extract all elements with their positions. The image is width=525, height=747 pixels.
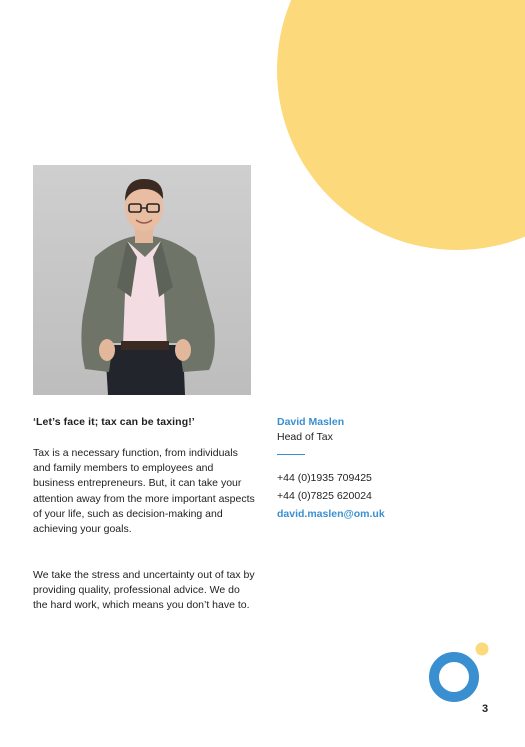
- contact-role: Head of Tax: [277, 431, 333, 443]
- contact-phone-1: +44 (0)1935 709425: [277, 472, 372, 484]
- contact-email-link[interactable]: david.maslen@om.uk: [277, 508, 385, 520]
- contact-name: David Maslen: [277, 416, 345, 428]
- decorative-yellow-circle: [277, 0, 525, 250]
- page-number: 3: [482, 703, 489, 715]
- quote-heading: ‘Let’s face it; tax can be taxing!’: [33, 416, 195, 428]
- portrait-photo: [33, 165, 251, 395]
- brand-logo-icon: [428, 641, 490, 703]
- body-paragraph-1: Tax is a necessary function, from individuals and family members to employees and business entrepreneurs. But, it can take your attention away from the more important aspects of your life, such as decision-making and achieving your goals.: [33, 447, 255, 536]
- contact-divider: [277, 454, 305, 455]
- contact-phone-2: +44 (0)7825 620024: [277, 490, 372, 502]
- body-paragraph-2: We take the stress and uncertainty out of tax by providing quality, professional advice. We do the hard work, which means you don’t have to.: [33, 569, 255, 612]
